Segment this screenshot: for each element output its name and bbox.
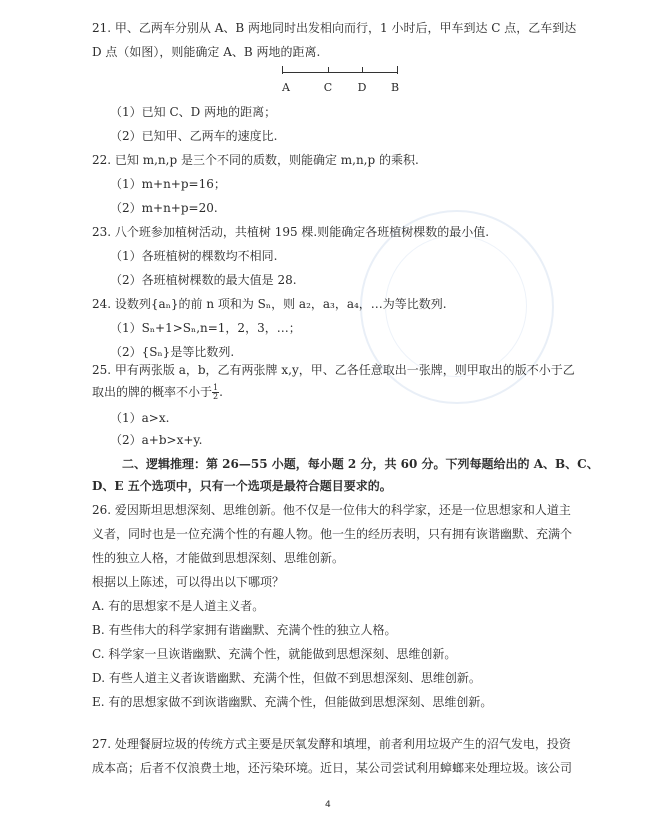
q26-option-c: C. 科学家一旦诙谐幽默、充满个性，就能做到思想深刻、思维创新。 [92,647,457,661]
q25-line2 [92,384,223,401]
q26-line2: 义者，同时也是一位充满个性的有趣人物。他一生的经历表明，只有拥有诙谐幽默、充满个 [92,527,573,541]
q24-option-1: （1）Sₙ+1>Sₙ,n=1，2，3，…； [110,321,301,335]
segment-line [282,72,398,73]
q26-option-b: B. 有些伟大的科学家拥有谐幽默、充满个性的独立人格。 [92,623,397,637]
q21-option-2: （2）已知甲、乙两车的速度比. [110,129,278,143]
q24-option-2: （2）{Sₙ}是等比数列. [110,345,235,359]
q22-option-1: （1）m+n+p=16； [110,177,226,191]
label-b: B [390,81,400,94]
q25-option-2: （2）a+b>x+y. [110,433,203,447]
section-heading-line1: 二、逻辑推理：第 26—55 小题，每小题 2 分，共 60 分。下列每题给出的 A、B、C、 [122,457,599,471]
q23-line1: 23. 八个班参加植树活动，共植树 195 棵.则能确定各班植树棵数的最小值. [92,225,490,239]
q22-line1: 22. 已知 m,n,p 是三个不同的质数，则能确定 m,n,p 的乘积. [92,153,419,167]
tick-d [362,67,363,73]
q21-segment-figure [282,64,402,100]
section-heading-line2: D、E 五个选项中，只有一个选项是最符合题目要求的。 [92,479,392,493]
q26-option-a: A. 有的思想家不是人道主义者。 [92,599,265,613]
q21-line1: 21. 甲、乙两车分别从 A、B 两地同时出发相向而行，1 小时后，甲车到达 C 点，乙车到达 [92,21,577,35]
q25-line2-suffix: . [219,385,223,399]
q23-option-1: （1）各班植树的棵数均不相同. [110,249,278,263]
q26-option-d: D. 有些人道主义者诙谐幽默、充满个性，但做不到思想深刻、思维创新。 [92,671,481,685]
label-a: A [282,81,290,94]
q25-option-1: （1）a>x. [110,411,170,425]
q25-line1: 25. 甲有两张版 a，b，乙有两张牌 x,y，甲、乙各任意取出一张牌，则甲取出的版不小于乙 [92,363,575,377]
page-number: 4 [325,800,331,810]
q25-line2-prefix: 取出的牌的概率不小于 [92,385,213,399]
q24-line1: 24. 设数列{aₙ}的前 n 项和为 Sₙ，则 a₂，a₃，a₄，…为等比数列. [92,297,447,311]
label-d: D [357,81,367,94]
q23-option-2: （2）各班植树棵数的最大值是 28. [110,273,297,287]
q26-option-e: E. 有的思想家做不到诙谐幽默、充满个性，但能做到思想深刻、思维创新。 [92,695,493,709]
label-c: C [323,81,333,94]
tick-a [282,66,283,74]
q27-line1: 27. 处理餐厨垃圾的传统方式主要是厌氧发酵和填埋，前者利用垃圾产生的沼气发电，投资 [92,737,571,751]
q22-option-2: （2）m+n+p=20. [110,201,218,215]
q21-option-1: （1）已知 C、D 两地的距离； [110,105,277,119]
tick-c [328,67,329,73]
fraction-numerator: 1 [213,383,219,392]
q26-question: 根据以上陈述，可以得出以下哪项？ [92,575,285,589]
q21-line2: D 点（如图），则能确定 A、B 两地的距离. [92,45,321,59]
q27-line2: 成本高；后者不仅浪费土地，还污染环境。近日，某公司尝试利用蟑螂来处理垃圾。该公司 [92,761,573,775]
fraction-denominator: 2 [213,392,219,401]
q26-line3: 性的独立人格，才能做到思想深刻、思维创新。 [92,551,345,565]
q26-line1: 26. 爱因斯坦思想深刻、思维创新。他不仅是一位伟大的科学家，还是一位思想家和人道主 [92,503,571,517]
tick-b [397,66,398,74]
